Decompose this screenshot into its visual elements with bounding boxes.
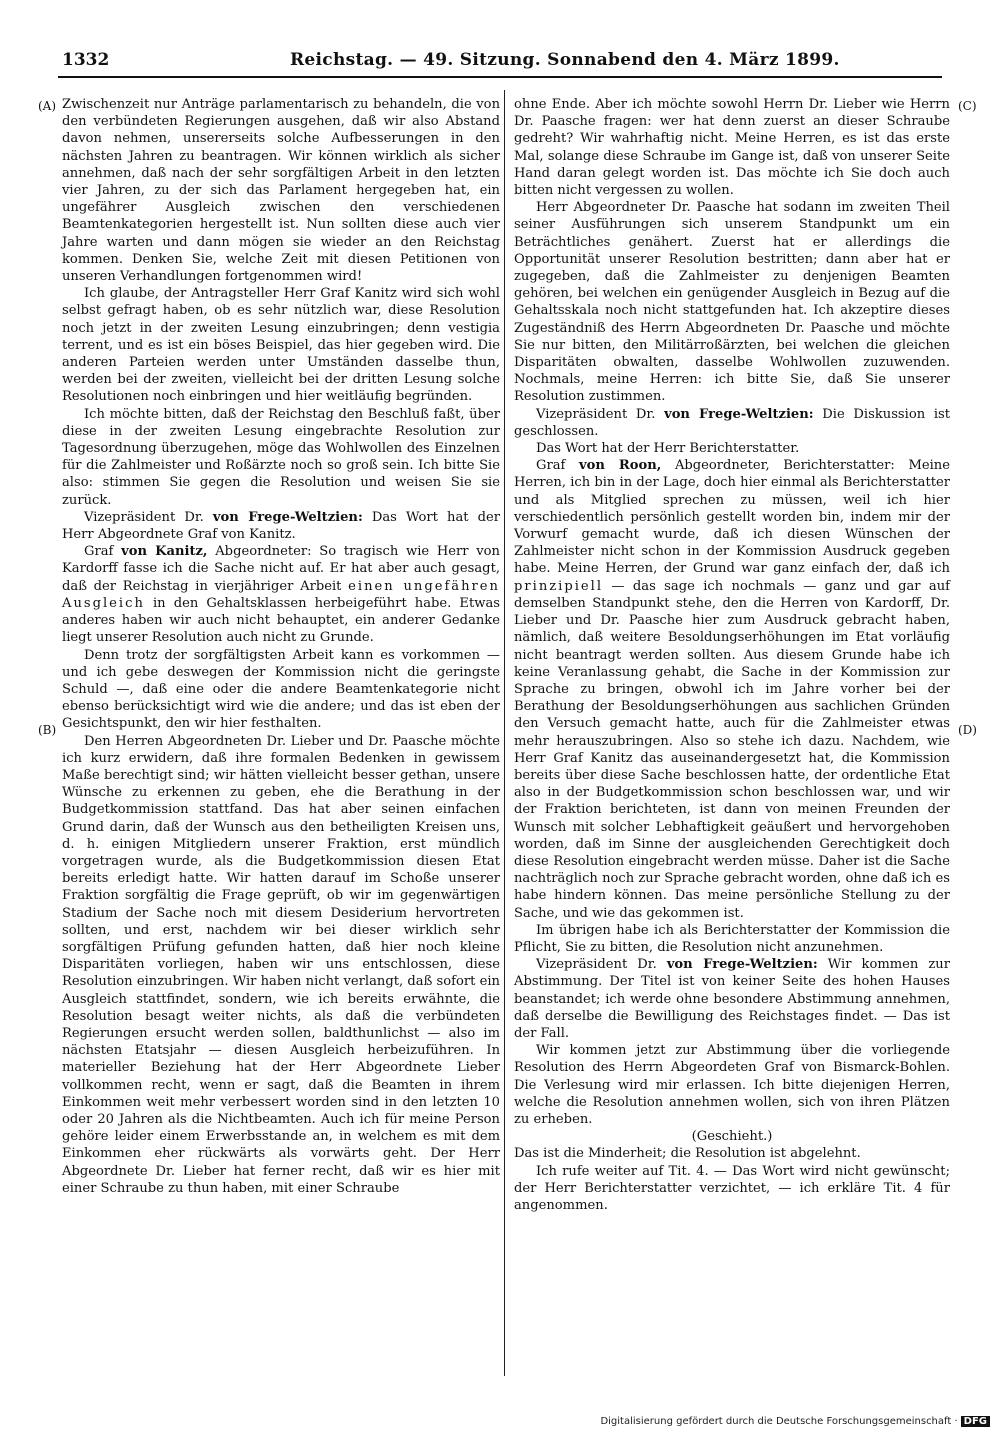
speaker-title: Graf [84,544,122,560]
speaker-title: Vizepräsident Dr. [84,509,213,525]
page-number: 1332 [62,50,110,70]
paragraph: Ich glaube, der Antragsteller Herr Graf Kanitz wird sich wohl selbst gefragt haben, ob es sehr nützlich war, diese Resolution noch jetzt in der zweiten Lesung einzubringen; denn vestigia terrent, und es ist ein böses Beispiel, das hier gegeben wird. Die anderen Parteien werden unter Umständen dasselbe thun, werden bei der zweiten, vielleicht bei der dritten Lesung solche Resolutionen noch einbringen und hier weitläufig begründen. [62,286,500,405]
credit-text: Digitalisierung gefördert durch die Deutsche Forschungsgemeinschaft · [600,1416,958,1427]
speaker-paragraph [62,509,500,543]
right-column [514,96,950,1214]
margin-marker-a: (A) [38,99,57,113]
margin-marker-c: (C) [958,99,977,113]
speaker-name: von Frege-Weltzien: [212,509,363,525]
margin-marker-b: (B) [38,723,57,737]
speaker-paragraph [514,956,950,1042]
speech-text: Abgeordneter: So tragisch wie Herr von Kardorff fasse ich die Sache nicht auf. Er hat aber auch gesagt, daß der Reichstag in vierjähriger Arbeit [62,544,500,594]
paragraph: Ich möchte bitten, daß der Reichstag den Beschluß faßt, über diese in der zweiten Lesung eingebrachte Resolution zur Tagesordnung überzugehen, möge das Wohlwollen des Einzelnen für die Zahlmeister und Roßärzte noch so groß sein. Ich bitte Sie also: stimmen Sie gegen die Resolution und weisen Sie sie zurück. [62,406,500,508]
speaker-title: Graf [536,458,579,474]
speech-text: Das Wort hat der Herr Abgeordnete Graf von Kanitz. [62,509,500,543]
margin-marker-d: (D) [958,723,977,737]
paragraph: Zwischenzeit nur Anträge parlamentarisch zu behandeln, die von den verbündeten Regierungen ausgehen, daß wir also Abstand davon nehmen, unsererseits solche Aufbesserungen in den nächsten Jahren zu beantragen. Wir können wirklich als sicher annehmen, daß nach der sehr sorgfältigen Arbeit in den letzten vier Jahren, zu der sich das Parlament hergegeben hat, ein ungefährer Ausgleich zwischen den verschiedenen Beamtenkategorien hergestellt ist. Nun sollten diese auch vier Jahre warten und dann mögen sie wieder an den Reichstag kommen. Denken Sie, welche Zeit mit diesen Petitionen von unseren Verhandlungen fortgenommen wird! [62,97,500,285]
left-column [62,96,500,1197]
paragraph: Im übrigen habe ich als Berichterstatter der Kommission die Pflicht, Sie zu bitten, die Resolution nicht anzunehmen. [514,922,950,955]
speech-text: Die Diskussion ist geschlossen. [514,406,950,439]
paragraph: Das ist die Minderheit; die Resolution ist abgelehnt. [514,1146,861,1162]
speaker-paragraph [62,543,500,646]
column-divider [504,90,505,1376]
emphasized-text: prinzipiell [514,578,604,594]
running-header [58,46,942,78]
paragraph: Denn trotz der sorgfältigsten Arbeit kann es vorkommen — und ich gebe deswegen der Kommission nicht die geringste Schuld —, daß eine oder die andere Beamtenkategorie nicht ebenso berücksichtigt wird wie die andere; und das ist eben der Gesichtspunkt, den wir hier festhalten. [62,647,500,732]
stage-direction: (Geschieht.) [691,1129,773,1145]
speech-text: Wir kommen zur Abstimmung. Der Titel ist von keiner Seite des hohen Hauses beanstandet; ich werde ohne besondere Abstimmung annehmen, daß derselbe die Bewilligung des Reichstages findet. — Das ist der Fall. [514,957,950,1041]
dfg-logo: DFG [961,1416,990,1427]
speech-text: Abgeordneter, Berichterstatter: Meine Herren, ich bin in der Lage, doch hier einmal als Berichterstatter und als Mitglied sprechen zu müssen, weil ich hier verschiedentlich persönlich gestellt worden bin, indem mir der Vorwurf gemacht wurde, daß ich diesen Wünschen der Zahlmeister nicht schon in der Kommission Ausdruck gegeben habe. Meine Herren, der Grund war ganz einfach der, daß ich [514,458,950,577]
speech-text: in den Gehaltsklassen herbeigeführt habe. Etwas anderes haben wir auch nicht behauptet, ein anderer Gedanke liegt unserer Resolution auch nicht zu Grunde. [62,595,500,646]
speaker-paragraph [514,457,950,921]
paragraph: Den Herren Abgeordneten Dr. Lieber und Dr. Paasche möchte ich kurz erwidern, daß ihre formalen Bedenken in gewissem Maße berechtigt sind; wir hätten vielleicht besser gethan, unsere Wünsche zu erkennen zu geben, ehe die Berathung in der Budgetkommission stattfand. Das hat aber seinen einfachen Grund darin, daß der Wunsch aus den betheiligten Kreisen uns, d. h. einigen Mitgliedern unserer Fraktion, erst mündlich vorgetragen wurde, als die Budgetkommission diesen Etat bereits erledigt hatte. Wir hatten darauf im Schoße unserer Fraktion sorgfältig die Frage geprüft, ob wir im gegenwärtigen Stadium der Sache noch mit diesem Desiderium hervortreten sollten, und erst, nachdem wir bei dieser wirklich sehr sorgfältigen Prüfung gefunden hatten, daß hier noch kleine Disparitäten vorliegen, haben wir uns entschlossen, diese Resolution einzubringen. Wir haben nicht verlangt, daß sofort ein Ausgleich stattfindet, sondern, wie ich bereits erwähnte, die Resolution besagt weiter nichts, als daß die verbündeten Regierungen ersucht werden sollen, baldthunlichst — also im nächsten Etatsjahr — diesen Ausgleich herbeizuführen. In materieller Beziehung hat der Herr Abgeordnete Lieber vollkommen recht, wenn er sagt, daß die Beamten in ihrem Einkommen weit mehr verbessert worden sind in den letzten 10 oder 20 Jahren als die Nichtbeamten. Auch ich für meine Person gehöre leider einem Erwerbsstande an, in welchem es mit dem Einkommen eher rückwärts als vorwärts geht. Der Herr Abgeordnete Dr. Lieber hat ferner recht, daß wir es hier mit einer Schraube zu thun haben, mit einer Schraube [62,733,500,1196]
paragraph: Das Wort hat der Herr Berichterstatter. [536,441,800,457]
speech-text: — das sage ich nochmals — ganz und gar auf demselben Standpunkt stehe, den die Herren von Kardorff, Dr. Lieber und Dr. Paasche hier zum Ausdruck gebracht haben, nämlich, daß weitere Besoldungserhöhungen im Etat vorläufig nicht beantragt werden sollten. Aus diesem Grunde habe ich keine Veranlassung gehabt, die Sache in der Kommission zur Sprache zu bringen, obwohl ich im Jahre vorher bei der Berathung der Besoldungserhöhungen aus sachlichen Gründen den Versuch gemacht hatte, auch für die Zahlmeister etwas mehr herauszubringen. Also so stehe ich dazu. Nachdem, wie Herr Graf Kanitz das auseinandergesetzt hat, die Kommission bereits über diese Sache beschlossen hatte, der ordentliche Etat also in der Budgetkommission schon beschlossen war, und wir der Fraktion berichteten, ist dann von meinen Freunden der Wunsch mit solcher Lebhaftigkeit geäußert und hervorgehoben worden, daß im Sinne der ausgleichenden Gerechtigkeit doch diese Resolution eingebracht werden müsse. Daher ist die Sache nachträglich noch zur Sprache gebracht worden, ohne daß ich es habe hindern können. Das meine persönliche Stellung zu der Sache, und wie das gekommen ist. [514,578,950,921]
emphasized-text: einen ungefähren Ausgleich [62,578,500,611]
speaker-paragraph [514,406,950,440]
digitization-credit [600,1416,990,1427]
speaker-name: von Roon, [579,458,662,474]
paragraph: ohne Ende. Aber ich möchte sowohl Herrn Dr. Lieber wie Herrn Dr. Paasche fragen: wer hat denn zuerst an dieser Schraube gedreht? Wir wahrhaftig nicht. Meine Herren, es ist das erste Mal, solange diese Schraube im Gange ist, daß von unserer Seite Hand daran gelegt worden ist. Das möchte ich Sie doch auch bitten nicht vergessen zu wollen. [514,97,950,199]
paragraph: Ich rufe weiter auf Tit. 4. — Das Wort wird nicht gewünscht; der Herr Berichterstatter verzichtet, — ich erkläre Tit. 4 für angenommen. [514,1163,950,1213]
speaker-name: von Frege-Weltzien: [664,406,814,422]
speaker-name: von Frege-Weltzien: [666,957,818,973]
speaker-title: Vizepräsident Dr. [536,957,667,973]
speaker-name: von Kanitz, [121,544,208,560]
running-title: Reichstag. — 49. Sitzung. Sonnabend den 4. März 1899. [290,50,840,70]
paragraph: Herr Abgeordneter Dr. Paasche hat sodann im zweiten Theil seiner Ausführungen sich unserem Standpunkt um ein Beträchtliches genähert. Zuerst hat er allerdings die Opportunität unserer Resolution bestritten; dann aber hat er zugegeben, daß die Zahlmeister zu denjenigen Beamten gehören, bei welchen ein genügender Ausgleich in Bezug auf die Gehaltsskala noch nicht stattgefunden hat. Ich akzeptire dieses Zugeständniß des Herrn Abgeordneten Dr. Paasche und möchte Sie nur bitten, den Militärroßärzten, bei welchen die gleichen Disparitäten obwalten, dasselbe Wohlwollen zuzuwenden. Nochmals, meine Herren: ich bitte Sie, daß Sie unserer Resolution zustimmen. [514,200,950,405]
speaker-title: Vizepräsident Dr. [536,406,665,422]
paragraph: Wir kommen jetzt zur Abstimmung über die vorliegende Resolution des Herrn Abgeordeten Graf von Bismarck-Bohlen. Die Verlesung wird mir erlassen. Ich bitte diejenigen Herren, welche die Resolution annehmen wollen, sich von ihren Plätzen zu erheben. [514,1043,950,1127]
